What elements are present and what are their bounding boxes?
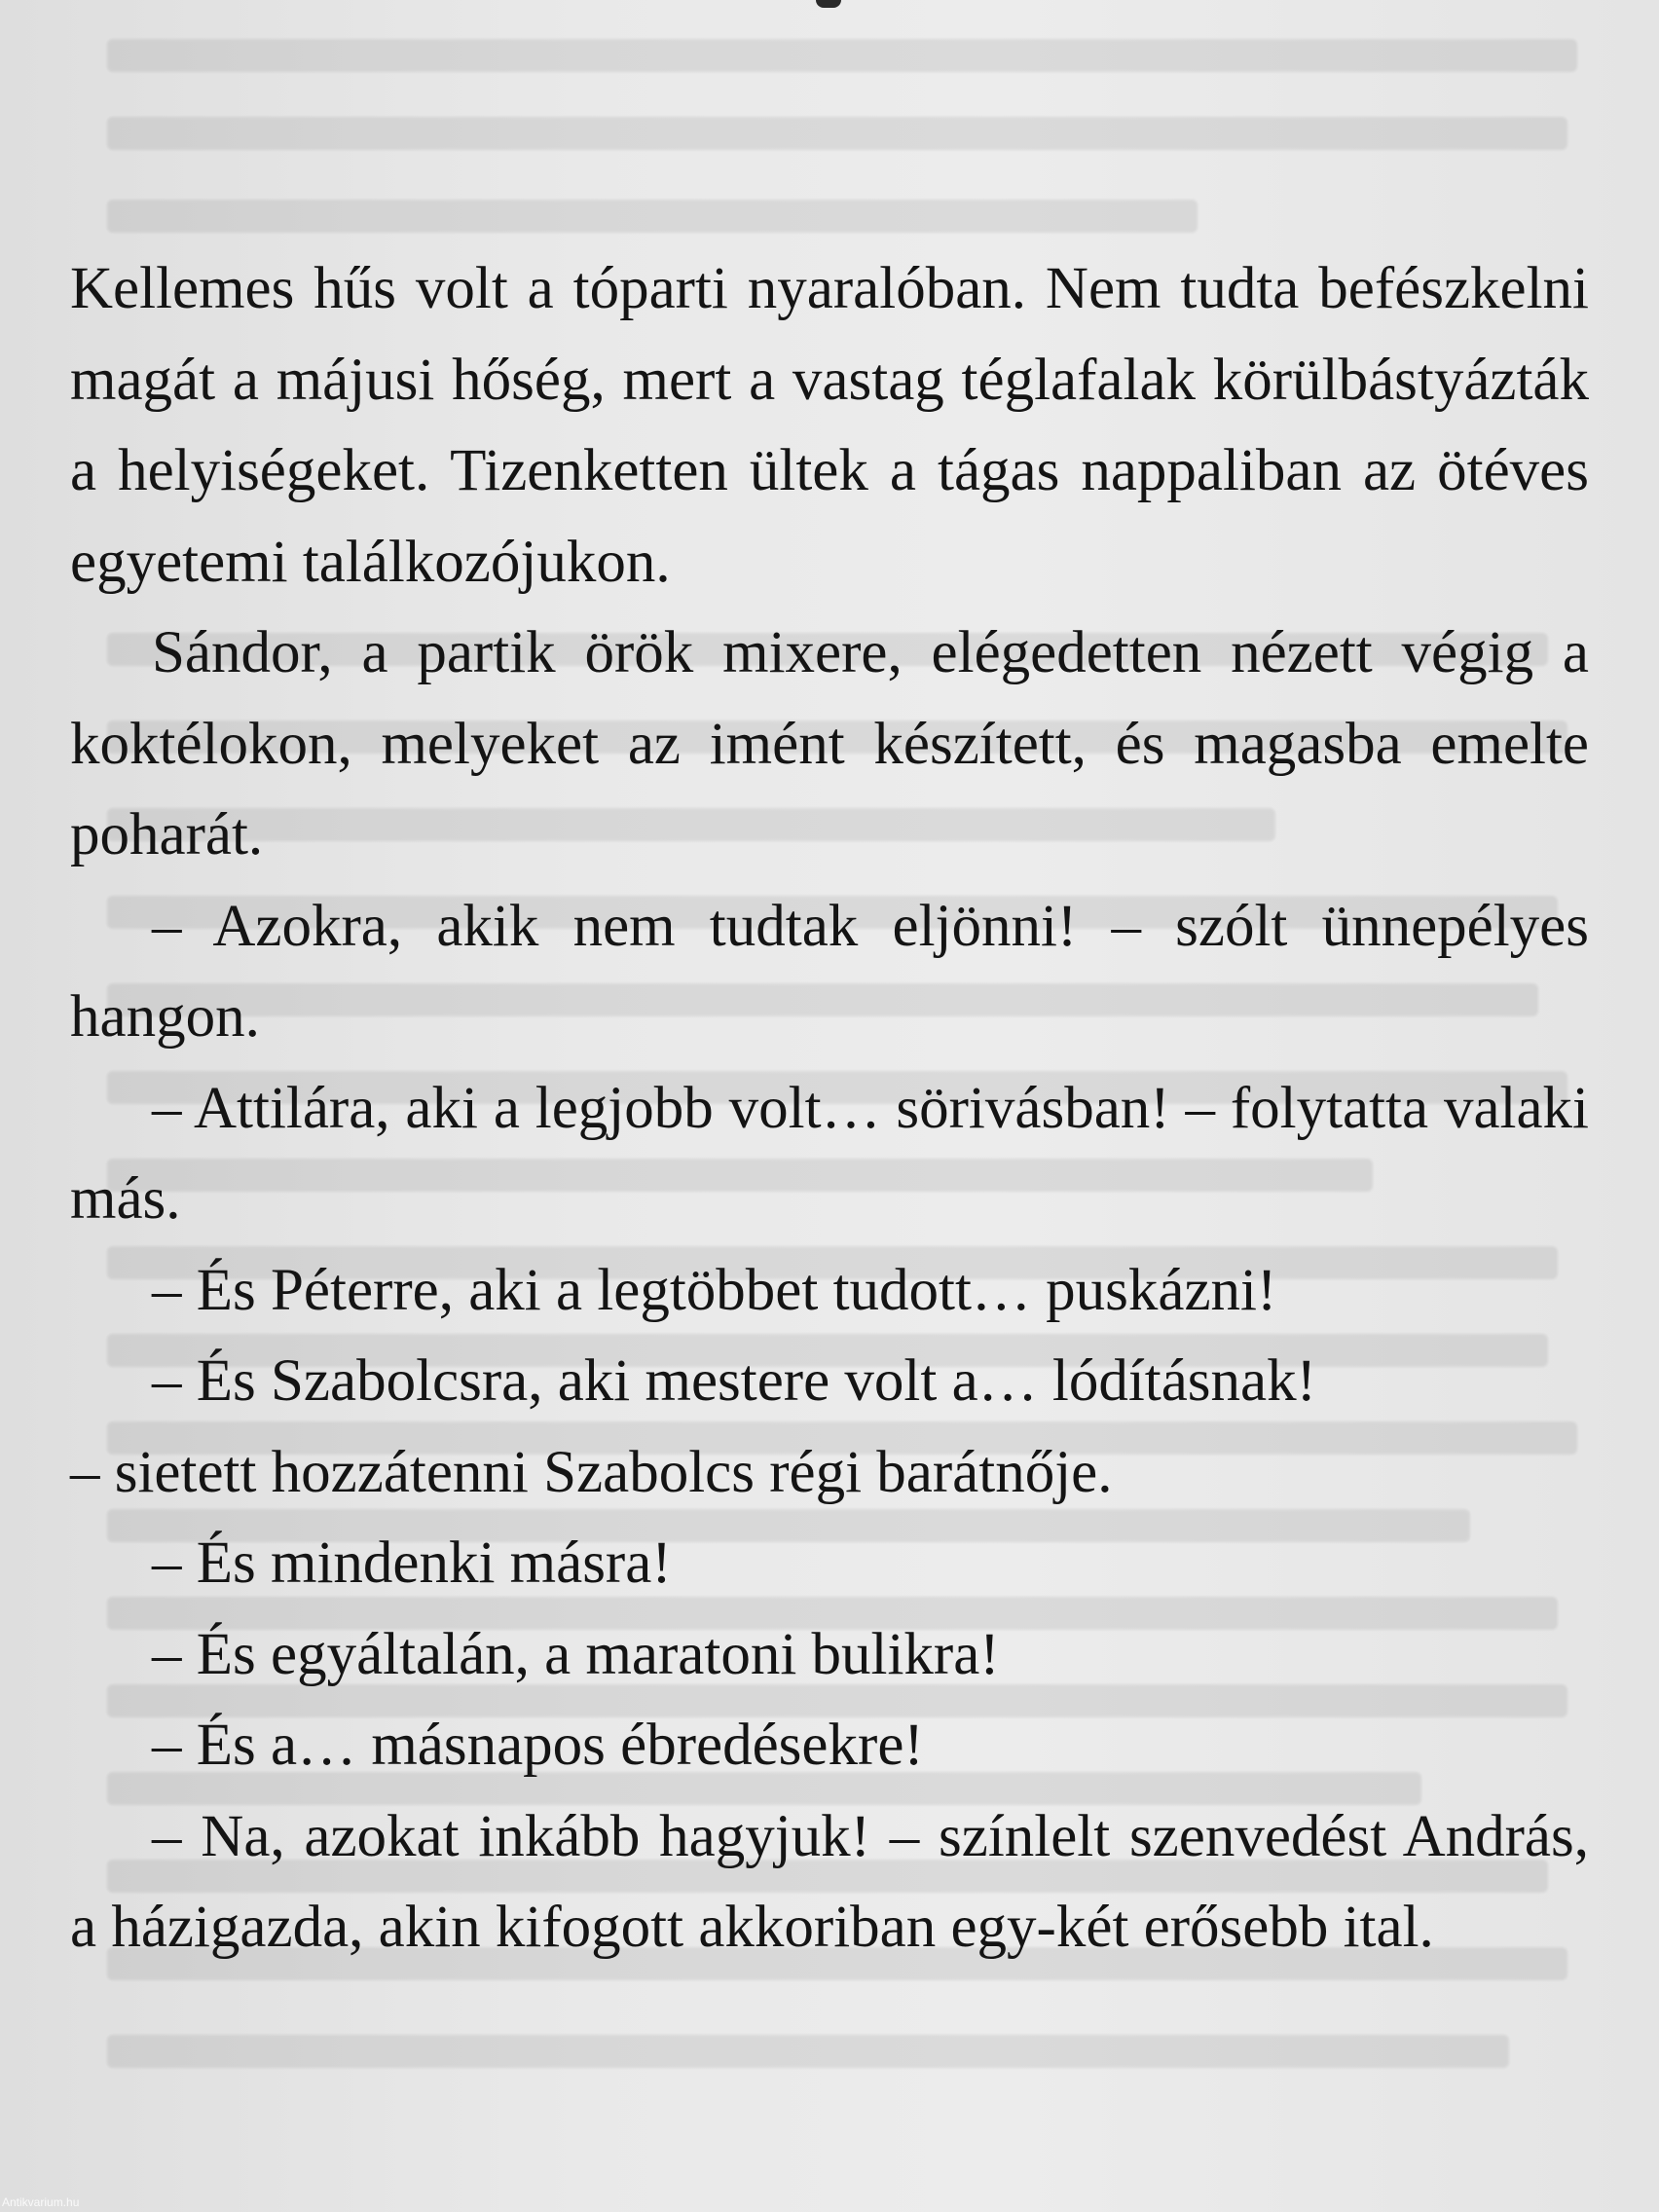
dialogue-line: – És a… másnapos ébredésekre! <box>152 1713 924 1778</box>
paragraph-sandor: Sándor, a partik örök mixere, elégedetten nézett végig a koktélokon, melyeket az imént készített, és magasba emelte poharát. <box>70 620 1589 867</box>
dialogue-line: – Attilára, aki a legjobb volt… sörivásban! – folytatta valaki más. <box>70 1075 1589 1232</box>
paragraph-opening: Kellemes hűs volt a tóparti nyaralóban. Nem tudta befészkelni magát a májusi hőség, mert a vastag téglafalak körülbástyázták a helyiségeket. Tizenketten ültek a tágas nappaliban az ötéves egyetemi találkozójukon. <box>70 256 1589 595</box>
dialogue-line: – És Szabolcsra, aki mestere volt a… lódításnak! <box>152 1348 1316 1414</box>
dialogue-line: – Azokra, akik nem tudtak eljönni! – szólt ünnepélyes hangon. <box>70 893 1589 1050</box>
dialogue-line: – Na, azokat inkább hagyjuk! – színlelt szenvedést András, a házigazda, akin kifogott akkoriban egy-két erősebb ital. <box>70 1803 1589 1960</box>
dialogue-line: – És egyáltalán, a maratoni bulikra! <box>152 1621 1000 1687</box>
dialogue-line: – És mindenki másra! <box>152 1530 672 1596</box>
page-body <box>70 243 1589 1973</box>
dialogue-line: – sietett hozzátenni Szabolcs régi barátnője. <box>70 1439 1113 1505</box>
dialogue-line: – És Péterre, aki a legtöbbet tudott… puskázni! <box>152 1257 1277 1323</box>
watermark-text: Antikvarium.hu <box>2 2195 80 2209</box>
page-top-glyph-fragment <box>816 0 841 8</box>
